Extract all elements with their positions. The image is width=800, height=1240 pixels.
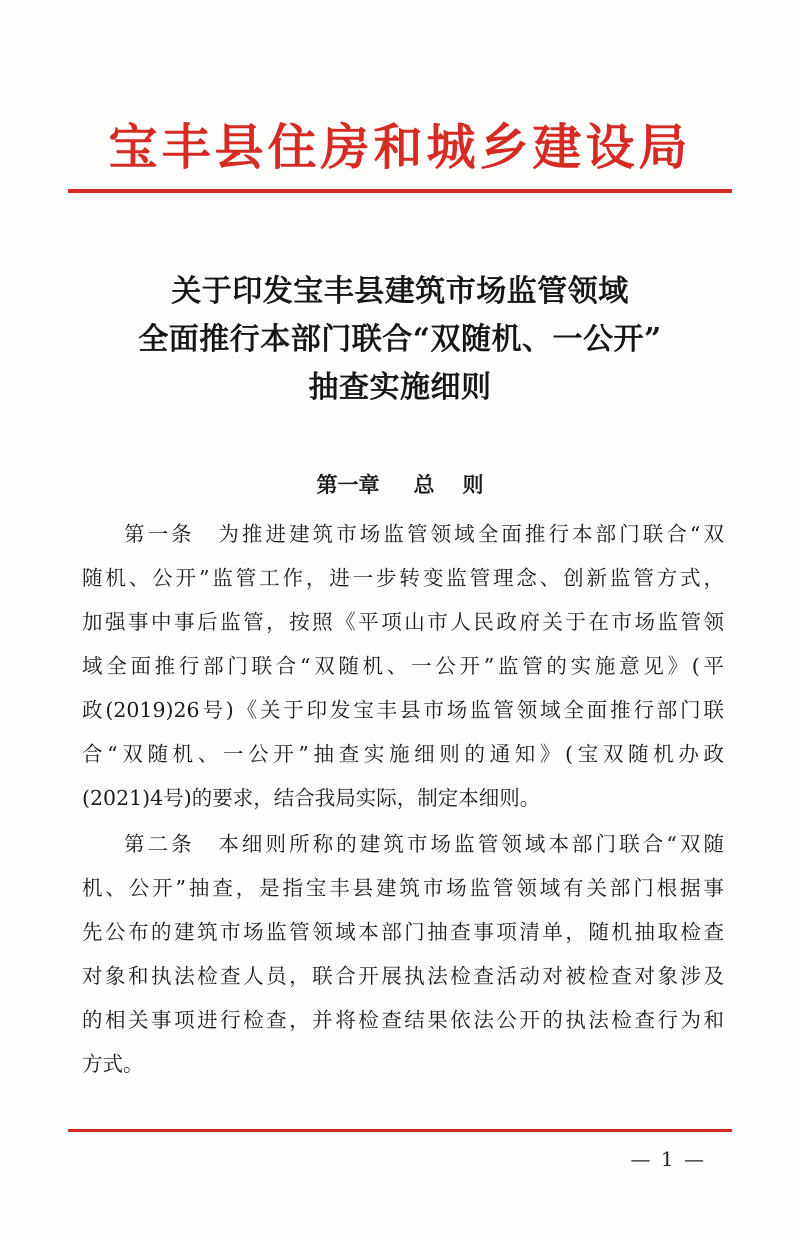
chapter-heading xyxy=(0,470,800,500)
paragraph-line: 随机、公开”监管工作，进一步转变监管理念、创新监管方式， xyxy=(82,566,724,590)
paragraph-line: 域全面推行部门联合“双随机、一公开”监管的实施意见》(平 xyxy=(82,654,724,678)
masthead-red-rule xyxy=(68,189,732,193)
paragraph-line: 先公布的建筑市场监管领域本部门抽查事项清单，随机抽取检查 xyxy=(82,920,724,944)
chapter-number: 第一章 xyxy=(316,473,380,497)
title-line: 抽查实施细则 xyxy=(308,370,492,405)
agency-masthead: 宝丰县住房和城乡建设局 xyxy=(108,119,692,176)
article-1-paragraph xyxy=(82,512,724,820)
chapter-word: 总 xyxy=(413,473,435,497)
paragraph-line: 的相关事项进行检查，并将检查结果依法公开的执法检查行为和 xyxy=(82,1008,724,1032)
paragraph-line: 方式。 xyxy=(82,1052,144,1076)
paragraph-line: 第一条 为推进建筑市场监管领域全面推行本部门联合“双 xyxy=(124,522,724,546)
paragraph-line: 机、公开”抽查，是指宝丰县建筑市场监管领域有关部门根据事 xyxy=(82,876,724,900)
page-number: — 1 — xyxy=(630,1147,706,1171)
paragraph-line: (2021)4号)的要求，结合我局实际，制定本细则。 xyxy=(82,786,541,810)
chapter-word: 则 xyxy=(462,473,484,497)
paragraph-line: 第二条 本细则所称的建筑市场监管领域本部门联合“双随 xyxy=(124,832,724,856)
paragraph-line: 加强事中事后监管，按照《平项山市人民政府关于在市场监管领 xyxy=(82,610,724,634)
article-2-paragraph xyxy=(82,822,724,1086)
paragraph-line: 合“双随机、一公开”抽查实施细则的通知》(宝双随机办政 xyxy=(82,742,724,766)
footer-red-rule xyxy=(68,1129,732,1132)
paragraph-line: 政(2019)26号)《关于印发宝丰县市场监管领域全面推行部门联 xyxy=(82,698,724,722)
document-title xyxy=(0,268,800,412)
title-line: 全面推行本部门联合“双随机、一公开” xyxy=(138,322,662,357)
paragraph-line: 对象和执法检查人员，联合开展执法检查活动对被检查对象涉及 xyxy=(82,964,724,988)
title-line: 关于印发宝丰县建筑市场监管领域 xyxy=(171,274,629,309)
